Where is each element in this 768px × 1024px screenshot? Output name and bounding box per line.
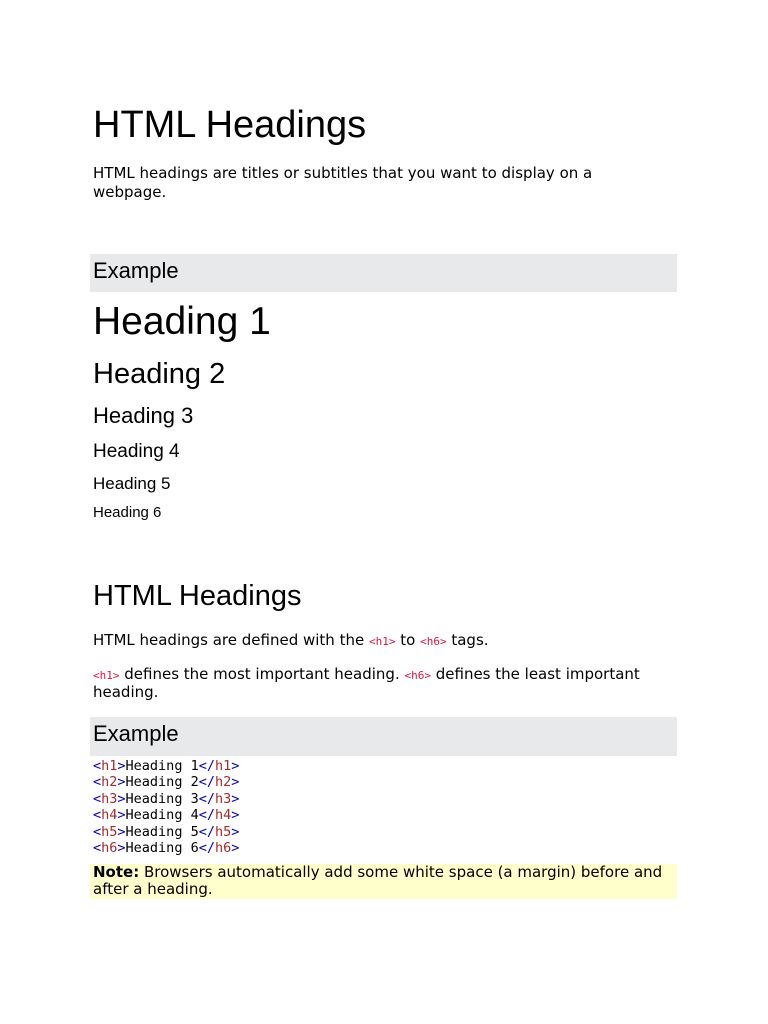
demo-heading-1: Heading 1 <box>93 300 271 343</box>
code-example <box>93 758 239 856</box>
code-line: <h2>Heading 2</h2> <box>93 774 240 791</box>
importance-paragraph <box>93 666 663 701</box>
demo-heading-3: Heading 3 <box>93 403 194 428</box>
demo-heading-4: Heading 4 <box>93 441 180 462</box>
code-line: <h1>Heading 1</h1> <box>93 758 240 774</box>
example-header-2 <box>90 717 677 756</box>
demo-heading-2: Heading 2 <box>93 358 226 390</box>
note-label: Note: <box>93 863 140 881</box>
importance-text-2: defines the least important heading. <box>93 665 640 701</box>
importance-text-1: defines the most important heading. <box>119 665 405 683</box>
section-title: HTML Headings <box>93 580 302 612</box>
code-line: <h3>Heading 3</h3> <box>93 790 240 807</box>
note-paragraph <box>93 864 668 898</box>
intro-paragraph: HTML headings are titles or subtitles that you want to display on a webpage. <box>93 164 593 201</box>
demo-heading-6: Heading 6 <box>93 504 162 521</box>
inline-tag-h1: <h1> <box>368 635 396 648</box>
definition-text-middle: to <box>395 631 421 649</box>
demo-heading-5: Heading 5 <box>93 474 171 493</box>
example-header-1 <box>90 254 677 292</box>
code-line: <h6>Heading 6</h6> <box>93 840 240 857</box>
example-label: Example <box>93 721 179 746</box>
code-line: <h5>Heading 5</h5> <box>93 823 240 840</box>
page-title: HTML Headings <box>93 104 367 146</box>
inline-tag-h1: <h1> <box>93 669 120 682</box>
inline-tag-h6: <h6> <box>404 669 431 682</box>
definition-text-end: tags. <box>446 631 489 649</box>
note-text: Browsers automatically add some white space (a margin) before and after a heading. <box>93 863 663 898</box>
definition-paragraph <box>93 632 663 650</box>
definition-text-start: HTML headings are defined with the <box>93 631 369 649</box>
code-line: <h4>Heading 4</h4> <box>93 807 240 824</box>
inline-tag-h6: <h6> <box>420 635 447 648</box>
example-label: Example <box>93 258 179 283</box>
note-box <box>90 864 677 899</box>
